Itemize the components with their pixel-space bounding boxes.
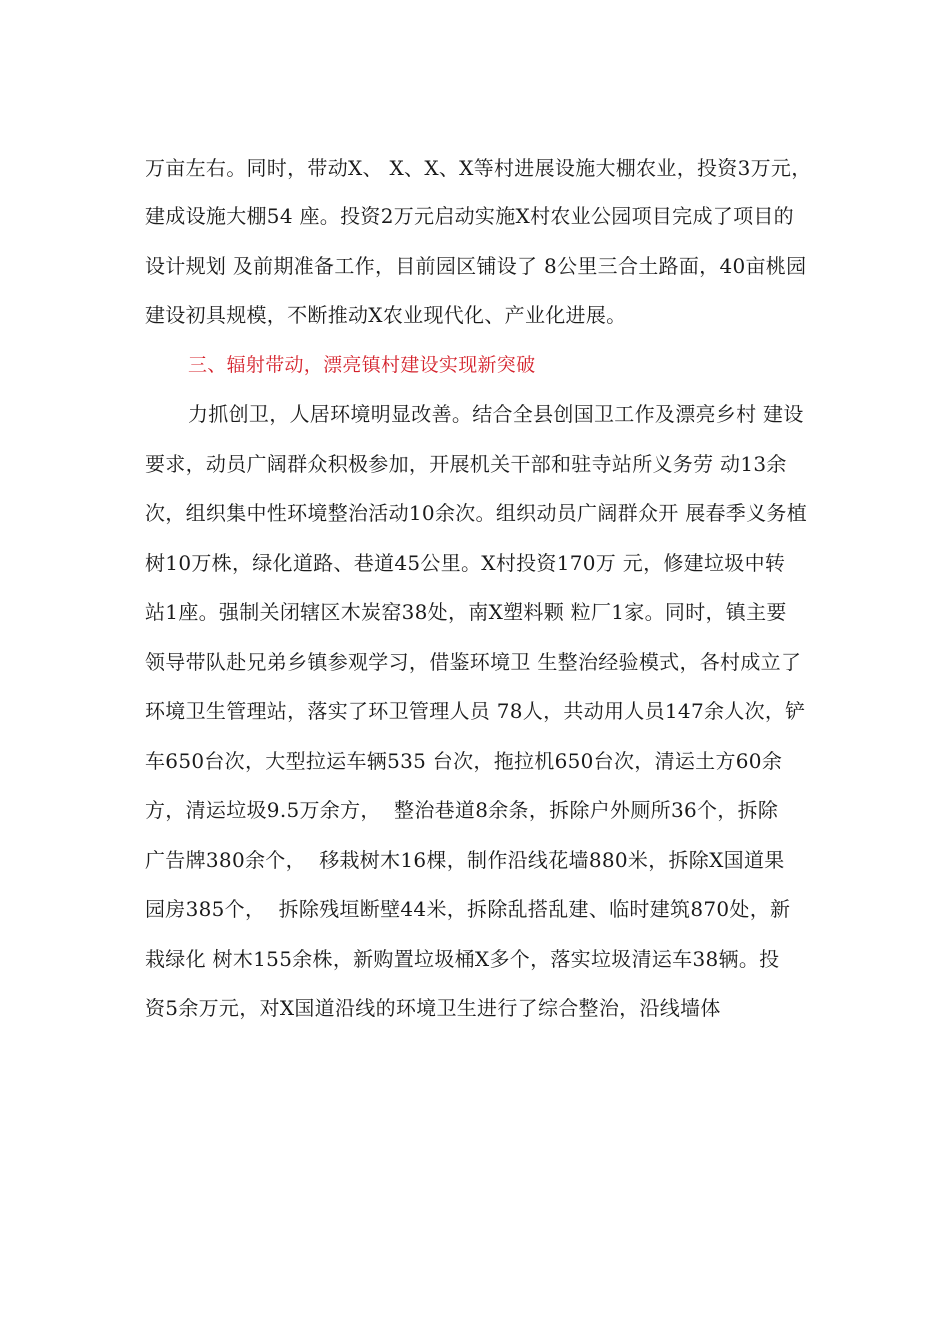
section-heading: 三、辐射带动，漂亮镇村建设实现新突破: [188, 354, 536, 376]
paragraph-line: 建设初具规模，不断推动X农业现代化、产业化进展。: [145, 303, 627, 327]
paragraph-line: 领导带队赴兄弟乡镇参观学习，借鉴环境卫 生整治经验模式，各村成立了: [145, 650, 802, 674]
paragraph-line: 园房385个， 拆除残垣断壁44米，拆除乱搭乱建、临时建筑870处，新: [145, 897, 791, 921]
paragraph-line: 资5余万元，对X国道沿线的环境卫生进行了综合整治，沿线墙体: [145, 996, 721, 1020]
paragraph-line: 力抓创卫，人居环境明显改善。结合全县创国卫工作及漂亮乡村 建设: [188, 402, 804, 426]
paragraph-line: 要求，动员广阔群众积极参加，开展机关干部和驻寺站所义务劳 动13余: [145, 452, 787, 476]
paragraph-line: 环境卫生管理站，落实了环卫管理人员 78人，共动用人员147余人次，铲: [145, 699, 806, 723]
paragraph-line: 广告牌380余个， 移栽树木16棵，制作沿线花墙880米，拆除X国道果: [145, 848, 785, 872]
paragraph-line: 栽绿化 树木155余株，新购置垃圾桶X多个，落实垃圾清运车38辆。投: [145, 947, 780, 971]
paragraph-line: 车650台次，大型拉运车辆535 台次，拖拉机650台次，清运土方60余: [145, 749, 783, 773]
paragraph-line: 建成设施大棚54 座。投资2万元启动实施X村农业公园项目完成了项目的: [145, 204, 794, 228]
paragraph-line: 设计规划 及前期准备工作，目前园区铺设了 8公里三合土路面，40亩桃园: [145, 254, 807, 278]
paragraph-line: 树10万株，绿化道路、巷道45公里。X村投资170万 元，修建垃圾中转: [145, 551, 786, 575]
paragraph-line: 次，组织集中性环境整治活动10余次。组织动员广阔群众开 展春季义务植: [145, 501, 808, 525]
paragraph-line: 站1座。强制关闭辖区木炭窑38处，南X塑料颗 粒厂1家。同时，镇主要: [145, 600, 787, 624]
paragraph-line: 方，清运垃圾9.5万余方， 整治巷道8余条，拆除户外厕所36个，拆除: [145, 798, 779, 822]
paragraph-line: 万亩左右。同时，带动X、 X、X、X等村进展设施大棚农业，投资3万元，: [145, 156, 812, 180]
